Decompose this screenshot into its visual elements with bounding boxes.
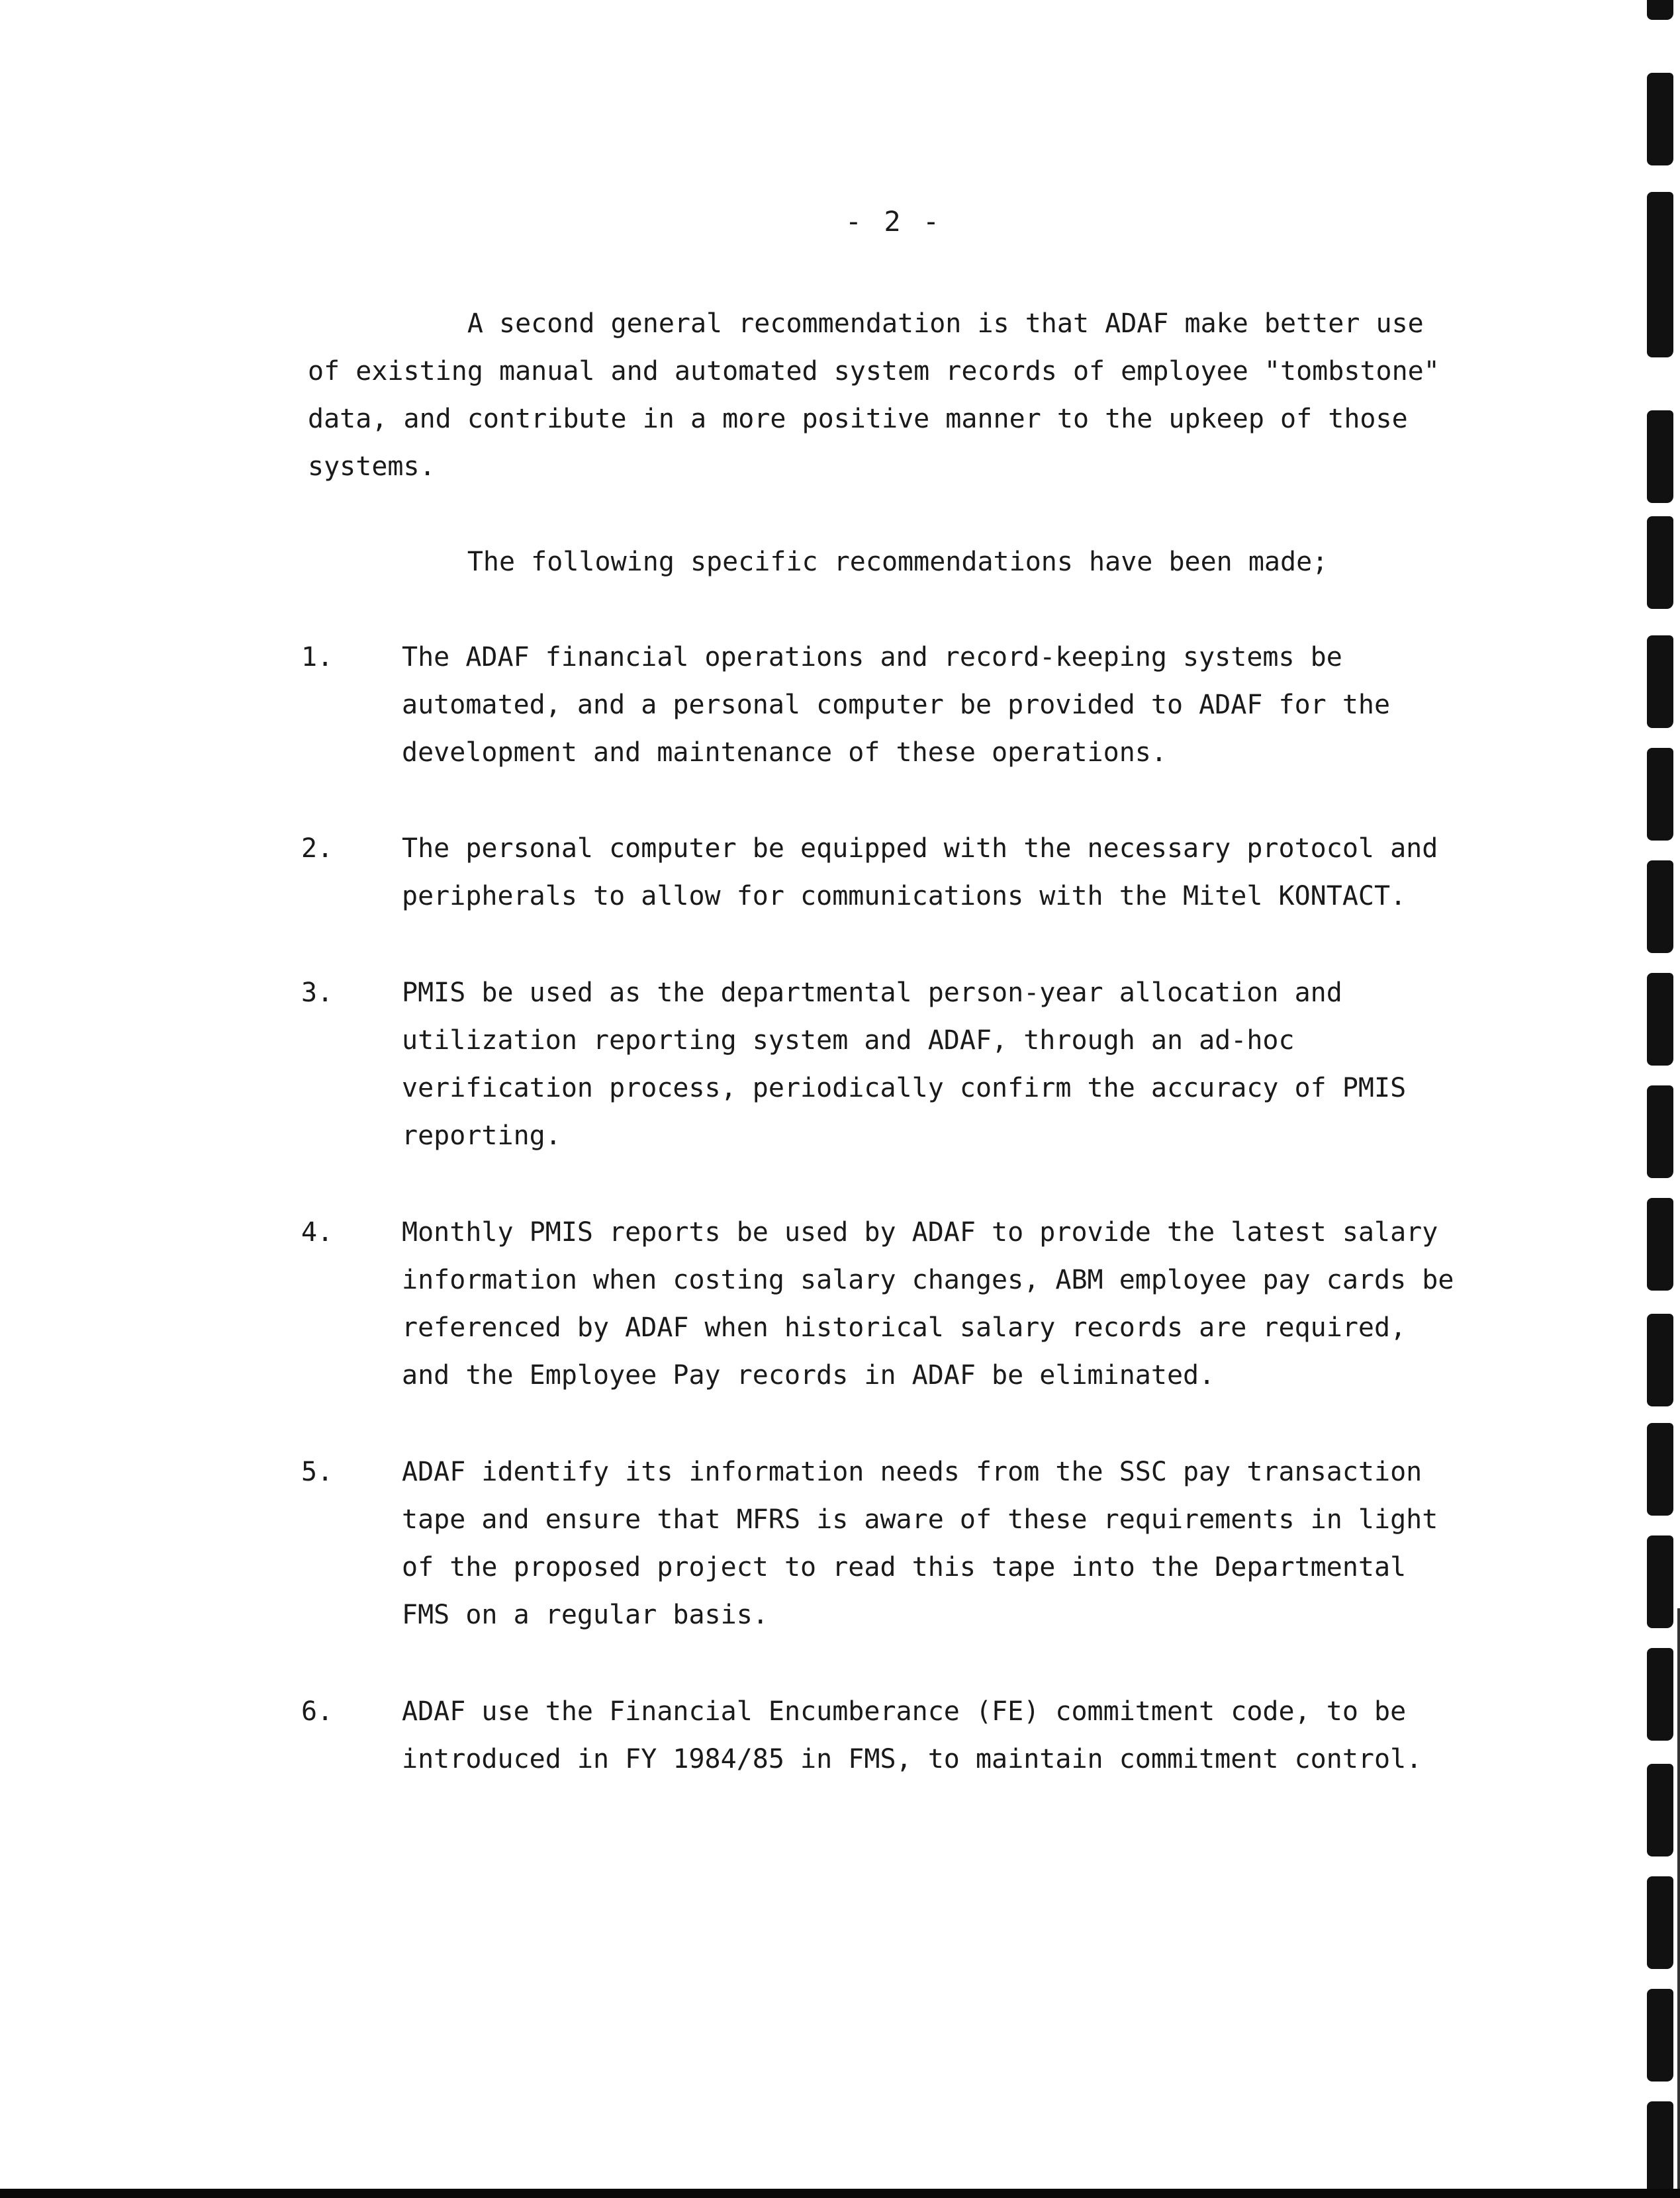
binding-hole <box>1647 1989 1673 2082</box>
item-number: 5. <box>301 1457 334 1487</box>
binding-hole <box>1647 516 1673 609</box>
binding-hole <box>1647 748 1673 841</box>
binding-hole <box>1647 973 1673 1066</box>
item-text: Monthly PMIS reports be used by ADAF to provide the latest salary information when costing salary changes, ABM employee pay cards be referenced by ADAF when historical salary records are required, and the Employee Pay records in ADAF be eliminated. <box>402 1217 1454 1391</box>
item-number: 4. <box>301 1217 334 1248</box>
item-text: ADAF identify its information needs from the SSC pay transaction tape and ensure that MFRS is aware of these requirements in light of the proposed project to read this tape into the Departmental FMS on a regular basis. <box>402 1457 1438 1630</box>
binding-hole <box>1647 1198 1673 1291</box>
binding-hole <box>1647 635 1673 728</box>
lead-in-paragraph: The following specific recommendations have been made; <box>308 547 1329 577</box>
binding-hole <box>1647 1535 1673 1628</box>
item-text: The personal computer be equipped with the necessary protocol and peripherals to allow for communications with the Mitel KONTACT. <box>402 833 1438 911</box>
page-edge-right <box>1677 1608 1680 2198</box>
binding-hole <box>1647 2101 1673 2194</box>
binding-holes <box>1634 0 1680 2198</box>
item-text: ADAF use the Financial Encumberance (FE) commitment code, to be introduced in FY 1984/85 in FMS, to maintain commitment control. <box>402 1696 1423 1774</box>
binding-hole <box>1647 1423 1673 1516</box>
binding-hole <box>1647 1314 1673 1406</box>
page-edge-bottom <box>0 2189 1680 2198</box>
binding-hole <box>1647 1764 1673 1856</box>
binding-hole <box>1647 0 1673 20</box>
page-number: - 2 - <box>845 205 943 238</box>
binding-hole <box>1647 1876 1673 1969</box>
item-number: 6. <box>301 1696 334 1727</box>
binding-hole <box>1647 1648 1673 1741</box>
binding-hole <box>1647 73 1673 165</box>
item-number: 3. <box>301 978 334 1008</box>
item-number: 2. <box>301 833 334 864</box>
intro-paragraph: A second general recommendation is that ADAF make better use of existing manual and automated system records of employee "tombstone" data, and contribute in a more positive manner to the upkeep of those systems. <box>308 308 1440 482</box>
item-text: PMIS be used as the departmental person-year allocation and utilization reporting system and ADAF, through an ad-hoc verification process, periodically confirm the accuracy of PMIS reporting. <box>402 978 1407 1151</box>
item-number: 1. <box>301 642 334 672</box>
binding-hole <box>1647 410 1673 503</box>
binding-hole <box>1647 860 1673 953</box>
binding-hole <box>1647 1085 1673 1178</box>
item-text: The ADAF financial operations and record-keeping systems be automated, and a personal computer be provided to ADAF for the development and maintenance of these operations. <box>402 642 1391 768</box>
binding-hole <box>1647 265 1673 357</box>
